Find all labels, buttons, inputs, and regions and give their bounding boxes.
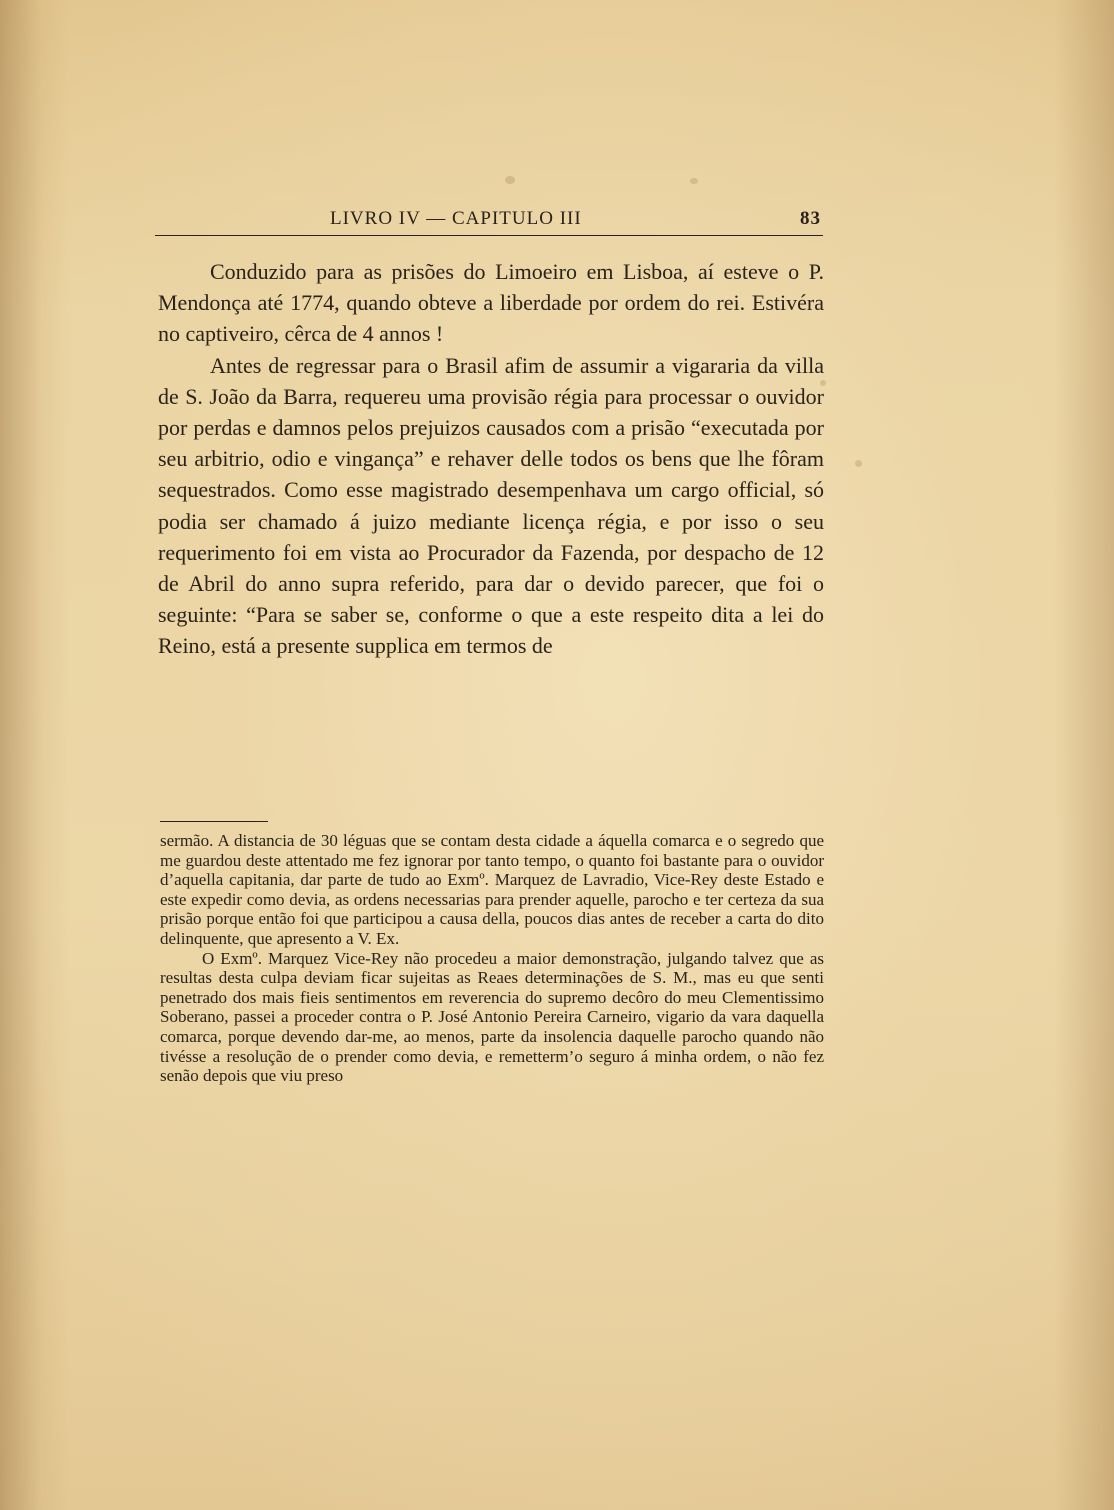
- header-rule: [155, 235, 823, 236]
- paper-stain: [690, 178, 698, 184]
- footnote-rule: [160, 821, 268, 822]
- main-text: [158, 256, 824, 662]
- footnote: [160, 831, 824, 1086]
- body-paragraph: Conduzido para as prisões do Limoeiro em Lisboa, aí esteve o P. Mendonça até 1774, quando obteve a liberdade por ordem do rei. Estivéra no captiveiro, cêrca de 4 annos !: [158, 259, 824, 347]
- paper-stain: [855, 460, 862, 467]
- footnote-paragraph: O Exmº. Marquez Vice-Rey não procedeu a maior demonstração, julgando talvez que as resultas desta culpa deviam ficar sujeitas as Reaes determinações de S. M., mas eu que senti penetrado dos mais fieis sentimentos em reverencia do supremo decôro do meu Clementissimo Soberano, passei a proceder contra o P. José Antonio Pereira Carneiro, vigario da vara daquella comarca, porque devendo dar-me, ao menos, parte da insolencia daquelle parocho quando não tivésse a resolução de o prender como devia, e remetterm’o seguro á minha ordem, o não fez senão depois que viu preso: [160, 948, 824, 1086]
- page-number: 83: [800, 208, 821, 229]
- header-title: LIVRO IV — CAPITULO III: [330, 208, 582, 229]
- running-header: [155, 204, 823, 234]
- paper-stain: [505, 176, 515, 184]
- body-paragraph: Antes de regressar para o Brasil afim de assumir a vigararia da villa de S. João da Barra, requereu uma provisão régia para processar o ouvidor por perdas e damnos pelos prejuizos causados com a prisão “executada por seu arbitrio, odio e vingança” e rehaver delle todos os bens que lhe fôram sequestrados. Como esse magistrado desempenhava um cargo official, só podia ser chamado á juizo mediante licença régia, e por isso o seu requerimento foi em vista ao Procurador da Fazenda, por despacho de 12 de Abril do anno supra referido, para dar o devido parecer, que foi o seguinte: “Para se saber se, conforme o que a este respeito dita a lei do Reino, está a presente supplica em termos de: [158, 352, 824, 659]
- footnote-paragraph: sermão. A distancia de 30 léguas que se contam desta cidade a áquella comarca e o segredo que me guardou deste attentado me fez ignorar por tanto tempo, o quanto foi bastante para o ouvidor d’aquella capitania, dar parte de tudo ao Exmº. Marquez de Lavradio, Vice-Rey deste Estado e este expedir como devia, as ordens necessarias para prender aquelle, parocho e ter certeza da sua prisão porque então foi que participou a causa della, poucos dias antes de receber a carta do dito delinquente, que apresento a V. Ex.: [160, 831, 824, 948]
